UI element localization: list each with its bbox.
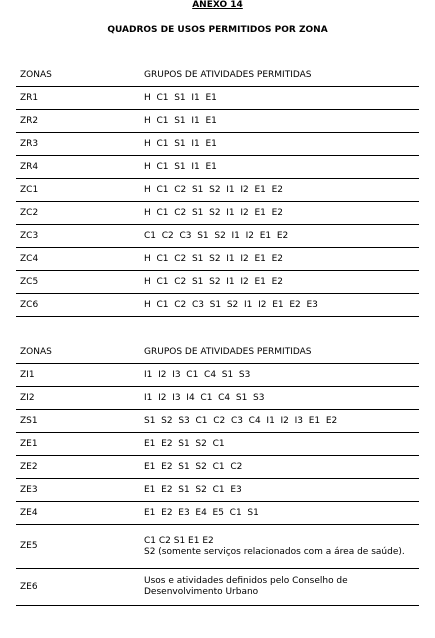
table-row-ze6	[16, 569, 419, 606]
table-row	[16, 410, 419, 433]
zones-table-2	[16, 341, 419, 606]
groups-cell: I1 I2 I3 I4 C1 C4 S1 S3	[140, 387, 419, 410]
groups-line: S2 (somente serviços relacionados com a área de saúde).	[144, 546, 405, 557]
zone-cell: ZC4	[16, 248, 140, 271]
column-header-zones: ZONAS	[16, 341, 140, 364]
annex-title: ANEXO 14	[192, 0, 243, 10]
zone-cell: ZC6	[16, 294, 140, 317]
groups-cell: E1 E2 E3 E4 E5 C1 S1	[140, 502, 419, 525]
zone-cell: ZC1	[16, 179, 140, 202]
groups-cell: E1 E2 S1 S2 C1	[140, 433, 419, 456]
table-row	[16, 110, 419, 133]
zone-cell: ZI2	[16, 387, 140, 410]
column-header-groups: GRUPOS DE ATIVIDADES PERMITIDAS	[140, 341, 419, 364]
table-row	[16, 179, 419, 202]
groups-line: Desenvolvimento Urbano	[144, 587, 259, 597]
zone-cell: ZC5	[16, 271, 140, 294]
zone-cell: ZR4	[16, 156, 140, 179]
groups-cell: H C1 S1 I1 E1	[140, 87, 419, 110]
zone-cell: ZE4	[16, 502, 140, 525]
table-row	[16, 294, 419, 317]
document-title: QUADROS DE USOS PERMITIDOS POR ZONA	[107, 25, 328, 35]
table-row	[16, 456, 419, 479]
column-header-groups: GRUPOS DE ATIVIDADES PERMITIDAS	[140, 64, 419, 87]
zone-cell: ZE6	[16, 569, 140, 606]
table-header-row	[16, 341, 419, 364]
groups-cell: E1 E2 S1 S2 C1 E3	[140, 479, 419, 502]
groups-cell: E1 E2 S1 S2 C1 C2	[140, 456, 419, 479]
zone-cell: ZI1	[16, 364, 140, 387]
groups-cell	[140, 569, 419, 606]
zone-cell: ZR3	[16, 133, 140, 156]
table-row	[16, 202, 419, 225]
groups-cell: S1 S2 S3 C1 C2 C3 C4 I1 I2 I3 E1 E2	[140, 410, 419, 433]
groups-cell: H C1 C2 S1 S2 I1 I2 E1 E2	[140, 271, 419, 294]
table-row	[16, 271, 419, 294]
groups-cell: I1 I2 I3 C1 C4 S1 S3	[140, 364, 419, 387]
groups-line: C1 C2 S1 E1 E2	[144, 535, 214, 546]
table-row	[16, 502, 419, 525]
groups-cell: H C1 C2 S1 S2 I1 I2 E1 E2	[140, 202, 419, 225]
table-row	[16, 248, 419, 271]
table-row-ze5	[16, 525, 419, 569]
zone-cell: ZE2	[16, 456, 140, 479]
zones-table-1-body	[16, 64, 419, 317]
zone-cell: ZE3	[16, 479, 140, 502]
groups-line: Usos e atividades definidos pelo Conselho de	[144, 576, 348, 586]
groups-cell: H C1 S1 I1 E1	[140, 133, 419, 156]
table-row	[16, 87, 419, 110]
table-row	[16, 156, 419, 179]
zone-cell: ZR2	[16, 110, 140, 133]
table-row	[16, 387, 419, 410]
groups-cell: C1 C2 C3 S1 S2 I1 I2 E1 E2	[140, 225, 419, 248]
table-header-row	[16, 64, 419, 87]
zone-cell: ZC3	[16, 225, 140, 248]
groups-cell: H C1 C2 S1 S2 I1 I2 E1 E2	[140, 179, 419, 202]
groups-cell: H C1 S1 I1 E1	[140, 110, 419, 133]
table-row	[16, 364, 419, 387]
groups-cell: H C1 C2 C3 S1 S2 I1 I2 E1 E2 E3	[140, 294, 419, 317]
zones-table-1	[16, 64, 419, 317]
zone-cell: ZE5	[16, 525, 140, 569]
table-row	[16, 225, 419, 248]
zone-cell: ZE1	[16, 433, 140, 456]
zones-table-2-body	[16, 341, 419, 525]
groups-cell: H C1 C2 S1 S2 I1 I2 E1 E2	[140, 248, 419, 271]
groups-cell	[140, 525, 419, 569]
table-row	[16, 433, 419, 456]
table-row	[16, 133, 419, 156]
column-header-zones: ZONAS	[16, 64, 140, 87]
groups-cell: H C1 S1 I1 E1	[140, 156, 419, 179]
zone-cell: ZR1	[16, 87, 140, 110]
table-row	[16, 479, 419, 502]
zones-table-2-special	[16, 525, 419, 606]
zone-cell: ZS1	[16, 410, 140, 433]
zone-cell: ZC2	[16, 202, 140, 225]
